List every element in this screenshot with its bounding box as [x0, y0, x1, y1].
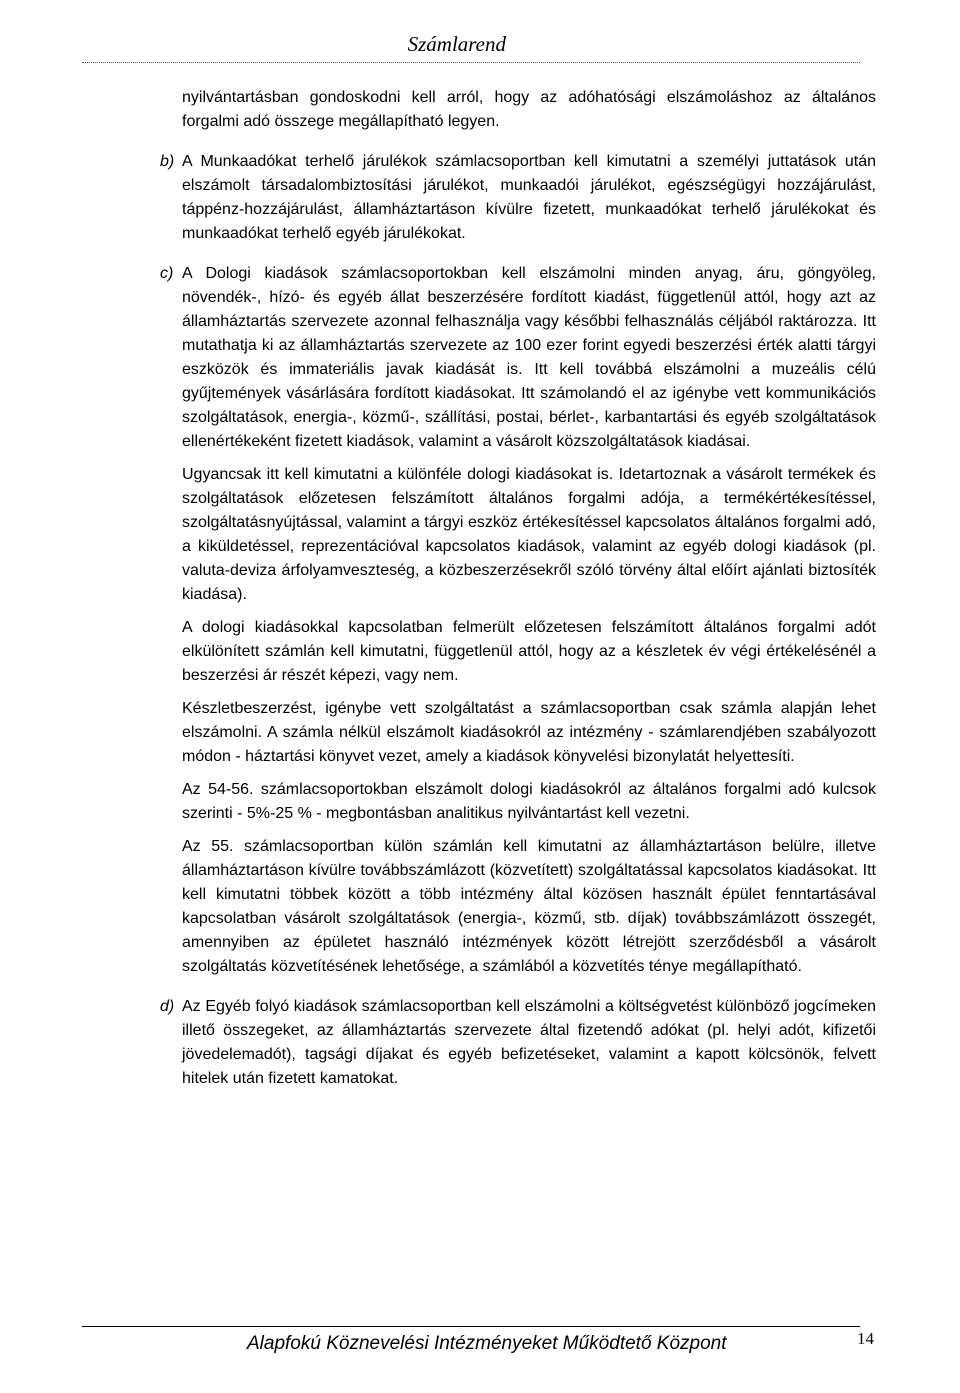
paragraph-c5: Az 54-56. számlacsoportokban elszámolt dologi kiadásokról az általános forgalmi adó kulcsok szerinti - 5%-25 % - megbontásban analitikus nyilvántartást kell vezetni.: [182, 781, 876, 822]
intro-paragraph: nyilvántartásban gondoskodni kell arról, hogy az adóhatósági elszámoláshoz az általános forgalmi adó összege megállapítható legyen.: [182, 89, 876, 130]
paragraph-b: A Munkaadókat terhelő járulékok számlacsoportban kell kimutatni a személyi juttatások után elszámolt társadalombiztosítási járulékot, munkaadói járulékot, egészségügyi hozzájárulást, táppénz-hozzájárulást, államháztartáson kívülre fizetett, munkaadókat terhelő járulékokat és munkaadókat terhelő egyéb járulékokat.: [182, 153, 876, 242]
document-body: [160, 86, 876, 1091]
page-header-title: Számlarend: [407, 32, 506, 56]
list-marker-d: d): [160, 998, 175, 1015]
paragraph-c2: Ugyancsak itt kell kimutatni a különféle dologi kiadásokat is. Idetartoznak a vásárolt termékek és szolgáltatások előzetesen felszámított általános forgalmi adója, a termékértékesítéssel, szolgáltatásnyújtással, valamint a tárgyi eszköz értékesítéssel kapcsolatos általános forgalmi adó, a kiküldetéssel, reprezentációval kapcsolatos kiadások, valamint az egyéb dologi kiadások (pl. valuta-deviza árfolyamveszteség, a közbeszerzésekről szóló törvény által előírt ajánlati biztosíték kiadása).: [182, 466, 876, 603]
paragraph-c3: A dologi kiadásokkal kapcsolatban felmerült előzetesen felszámított általános forgalmi adót elkülönített számlán kell kimutatni, függetlenül attól, hogy az a készletek év végi értékelésénél a beszerzési ár részét képezi, vagy nem.: [182, 619, 876, 684]
paragraph-c1: A Dologi kiadások számlacsoportokban kell elszámolni minden anyag, áru, göngyöleg, növendék-, hízó- és egyéb állat beszerzésére fordított kiadást, függetlenül attól, hogy azt az államháztartás szervezete azonnal felhasználja vagy későbbi felhasználás céljából raktározza. Itt mutathatja ki az államháztartás szervezete az 100 ezer forint egyedi beszerzési érték alatti tárgyi eszközök és immateriális javak kiadását is. Itt kell továbbá elszámolni a muzeális célú gyűjtemények vásárlására fordított kiadásokat. Itt számolandó el az igénybe vett kommunikációs szolgáltatások, energia-, közmű-, szállítási, postai, bérlet-, karbantartási és egyéb szolgáltatások ellenértékeként fizetett kiadások, valamint a vásárolt közszolgáltatások kiadásai.: [182, 265, 876, 450]
paragraph-c6: Az 55. számlacsoportban külön számlán kell kimutatni az államháztartáson belülre, illetve államháztartáson kívülre továbbszámlázott (közvetített) szolgáltatással kapcsolatos kiadásokat. Itt kell kimutatni többek között a több intézmény által közösen használt épület fenntartásával kapcsolatban vásárolt szolgáltatások (energia-, közmű, stb. díjak) továbbszámlázott összegét, amennyiben az épületet használó intézmények között létrejött szerződésből a vásárolt szolgáltatás közvetítésének lehetősége, a számlából a közvetítés ténye megállapítható.: [182, 838, 876, 975]
header-divider: [82, 62, 860, 63]
list-item-c: [160, 262, 876, 979]
list-item-d: [160, 995, 876, 1091]
footer-divider: [82, 1326, 860, 1327]
footer-organization: Alapfokú Köznevelési Intézményeket Működtető Központ: [247, 1333, 727, 1354]
page-number: 14: [857, 1329, 874, 1348]
list-item-b: [160, 150, 876, 246]
paragraph-d: Az Egyéb folyó kiadások számlacsoportban kell elszámolni a költségvetést különböző jogcímeken illető összegeket, az államháztartás szervezete által fizetendő adókat (pl. helyi adót, kifizetői jövedelemadót), tagsági díjakat és egyéb befizetéseket, valamint a kapott kölcsönök, felvett hitelek után fizetett kamatokat.: [182, 998, 876, 1087]
paragraph-c4: Készletbeszerzést, igénybe vett szolgáltatást a számlacsoportban csak számla alapján lehet elszámolni. A számla nélkül elszámolt kiadásokról az intézmény - számlarendjében szabályozott módon - háztartási könyvet vezet, amely a kiadások könyvelési bizonylatát helyettesíti.: [182, 700, 876, 765]
list-marker-c: c): [160, 265, 174, 282]
list-marker-b: b): [160, 153, 175, 170]
